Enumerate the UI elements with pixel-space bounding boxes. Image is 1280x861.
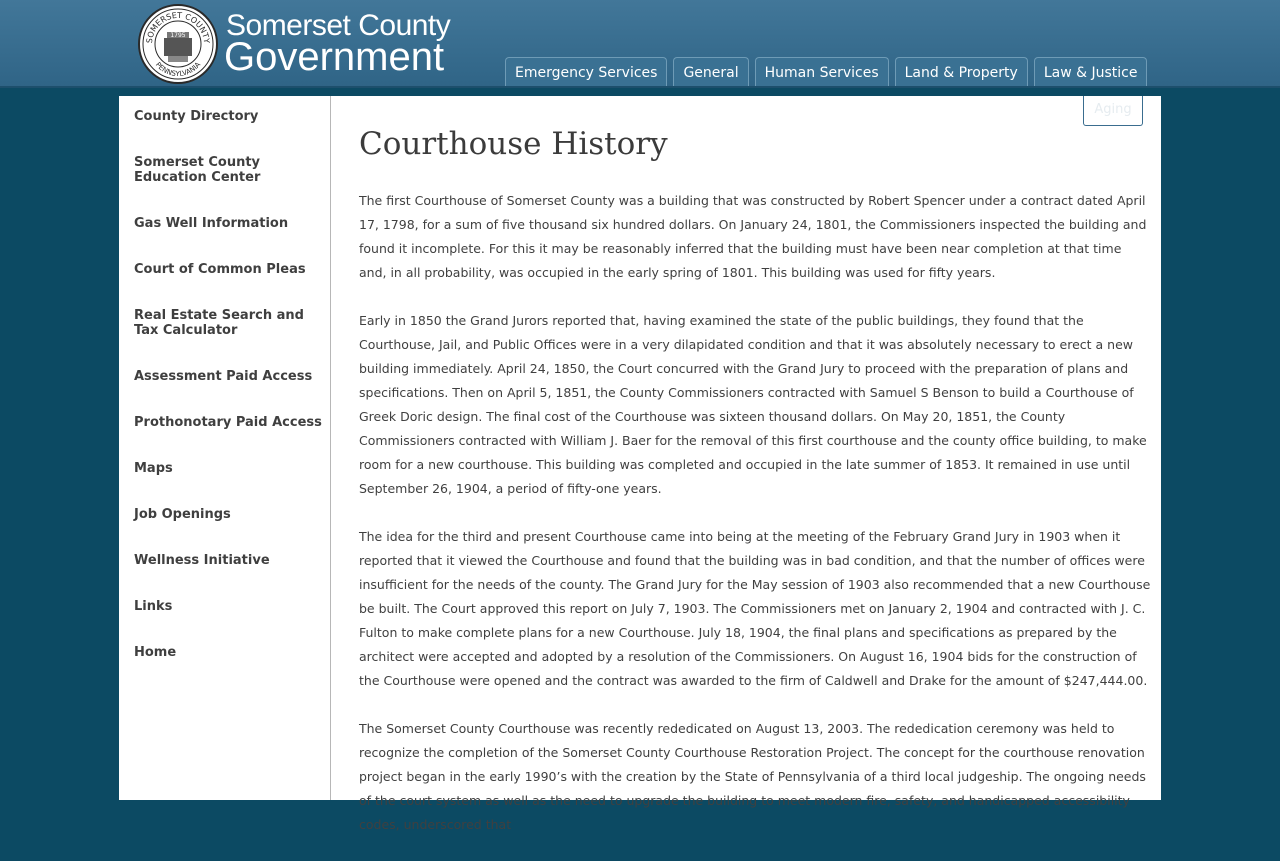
sidebar-item-education-center[interactable]: Somerset County Education Center	[134, 155, 261, 185]
seal-top-text: SOMERSET COUNTY	[144, 10, 212, 44]
sidebar-item-maps[interactable]: Maps	[134, 461, 173, 476]
nav-tab-human-services[interactable]: Human Services	[755, 57, 889, 87]
sidebar-item-prothonotary-paid-access[interactable]: Prothonotary Paid Access	[134, 415, 322, 430]
sidebar-item-wellness-initiative[interactable]: Wellness Initiative	[134, 553, 270, 568]
page-container	[119, 96, 1161, 832]
nav-tab-aging[interactable]: Aging	[1083, 96, 1143, 126]
seal-bottom-text: PENNSYLVANIA	[153, 60, 203, 79]
sidebar-item-assessment-paid-access[interactable]: Assessment Paid Access	[134, 369, 313, 384]
history-paragraph-4: The Somerset County Courthouse was recently rededicated on August 13, 2003. The rededication ceremony was held to recognize the completion of the Somerset County Courthouse Restoration Project. The concept for the courthouse renovation project began in the early 1990’s with the creation by the State of Pennsylvania of a third local judgeship. The ongoing needs of the court system as well as the need to upgrade the building to meet modern fire, safety, and handicapped accessibility codes, underscored that	[359, 721, 1146, 832]
logo-title-line2[interactable]: Government	[224, 35, 445, 79]
page-title: Courthouse History	[359, 126, 668, 162]
nav-tab-law-justice[interactable]: Law & Justice	[1034, 57, 1148, 87]
sidebar-item-court-of-common-pleas[interactable]: Court of Common Pleas	[134, 262, 306, 277]
sidebar-item-county-directory[interactable]: County Directory	[134, 109, 259, 124]
sidebar-item-real-estate-search[interactable]: Real Estate Search and Tax Calculator	[134, 308, 304, 338]
sidebar-item-job-openings[interactable]: Job Openings	[134, 507, 231, 522]
history-paragraph-3: The idea for the third and present Courthouse came into being at the meeting of the February Grand Jury in 1903 when it reported that it viewed the Courthouse and found that the building was in bad condition, and that the number of offices were insufficient for the needs of the county. The Grand Jury for the May session of 1903 also recommended that a new Courthouse be built. The Court approved this report on July 7, 1903. The Commissioners met on January 2, 1904 and contracted with J. C. Fulton to make complete plans for a new Courthouse. July 18, 1904, the final plans and specifications as prepared by the architect were accepted and adopted by a resolution of the Commissioners. On August 16, 1904 bids for the construction of the Courthouse were opened and the contract was awarded to the firm of Caldwell and Drake for the amount of $247,444.00.	[359, 529, 1151, 688]
seal-year: 1795	[170, 32, 186, 39]
main-content	[359, 126, 1151, 861]
sidebar-item-links[interactable]: Links	[134, 599, 173, 614]
nav-tab-general[interactable]: General	[673, 57, 748, 87]
main-nav	[505, 57, 1147, 88]
sidebar-item-home[interactable]: Home	[134, 645, 177, 660]
sidebar	[119, 96, 331, 800]
history-paragraph-1: The first Courthouse of Somerset County was a building that was constructed by Robert Spencer under a contract dated April 17, 1798, for a sum of five thousand six hundred dollars. On January 24, 1801, the Commissioners inspected the building and found it incomplete. For this it may be reasonably inferred that the building must have been near completion at that time and, in all probability, was occupied in the early spring of 1801. This building was used for fifty years.	[359, 193, 1147, 280]
county-seal-icon[interactable]	[138, 2, 218, 86]
sidebar-item-gas-well-information[interactable]: Gas Well Information	[134, 216, 289, 231]
nav-tab-land-property[interactable]: Land & Property	[895, 57, 1028, 87]
site-header	[0, 0, 1280, 88]
history-paragraph-2: Early in 1850 the Grand Jurors reported that, having examined the state of the public buildings, they found that the Courthouse, Jail, and Public Offices were in a very dilapidated condition and that it was absolutely necessary to erect a new building immediately. April 24, 1850, the Court concurred with the Grand Jury to proceed with the preparation of plans and specifications. Then on April 5, 1851, the County Commissioners contracted with Samuel S Benson to build a Courthouse of Greek Doric design. The final cost of the Courthouse was sixteen thousand dollars. On May 20, 1851, the County Commissioners contracted with William J. Baer for the removal of this first courthouse and the county office building, to make room for a new courthouse. This building was completed and occupied in the late summer of 1853. It remained in use until September 26, 1904, a period of fifty-one years.	[359, 313, 1147, 496]
header-divider	[0, 86, 1280, 88]
nav-tab-emergency-services[interactable]: Emergency Services	[505, 57, 667, 87]
logo-title-line1[interactable]: Somerset County	[226, 9, 451, 42]
